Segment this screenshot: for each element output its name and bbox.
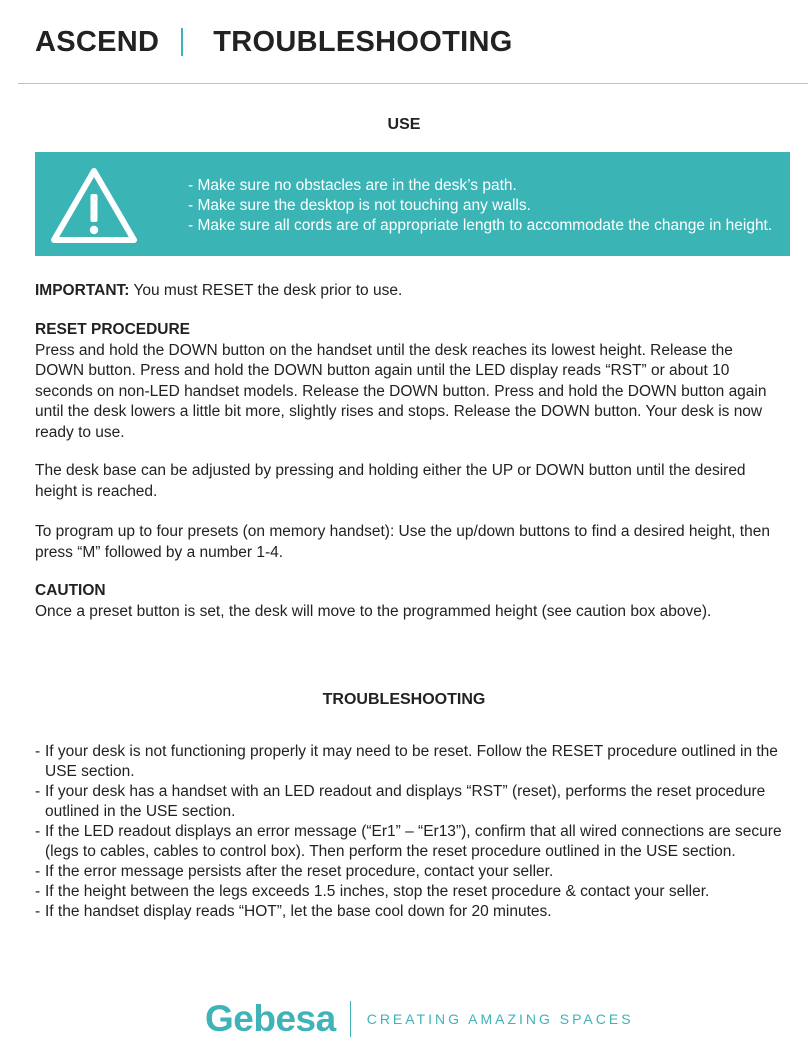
caution-item: - Make sure all cords are of appropriate length to accommodate the change in height. [188, 217, 773, 234]
footer-divider [350, 1001, 351, 1037]
reset-text: Press and hold the DOWN button on the handset until the desk reaches its lowest height. Release the DOWN button. Press and hold the DOWN button again until the LED display reads “RST” or about 10 seconds on non-LED handset models. Release the DOWN button. Press and hold the DOWN button again until the desk lowers a little bit more, slightly rises and stops. Release the DOWN button. Your desk is now ready to use. [35, 341, 767, 441]
warning-triangle-icon [49, 165, 139, 245]
caution-text: Once a preset button is set, the desk will move to the programmed height (see caution box above). [35, 602, 712, 620]
important-label: IMPORTANT: [35, 282, 130, 299]
page-header [35, 22, 513, 62]
preset-paragraph [35, 522, 785, 563]
footer [205, 996, 634, 1042]
caution-section [35, 581, 785, 622]
list-item: - If the error message persists after the reset procedure, contact your seller. [35, 862, 795, 882]
header-rule [18, 83, 808, 84]
adjust-text: The desk base can be adjusted by pressing and holding either the UP or DOWN button until the desired height is reached. [35, 462, 746, 500]
preset-text: To program up to four presets (on memory handset): Use the up/down buttons to find a desired height, then press “M” followed by a number 1-4. [35, 523, 770, 561]
tagline: CREATING AMAZING SPACES [366, 1011, 634, 1027]
page-title: TROUBLESHOOTING [213, 25, 513, 58]
caution-list [188, 176, 772, 236]
troubleshooting-section-title: TROUBLESHOOTING [322, 691, 486, 708]
caution-item: - Make sure no obstacles are in the desk’s path. [188, 177, 517, 194]
important-text: You must RESET the desk prior to use. [129, 282, 403, 299]
list-item: - If the handset display reads “HOT”, let the base cool down for 20 minutes. [35, 902, 795, 922]
caution-heading: CAUTION [35, 582, 106, 599]
reset-procedure [35, 320, 785, 443]
use-section-title: USE [387, 116, 421, 133]
adjust-paragraph [35, 461, 785, 502]
reset-heading: RESET PROCEDURE [35, 321, 191, 338]
important-note [35, 281, 785, 302]
troubleshooting-list [35, 742, 795, 922]
caution-box [35, 152, 790, 256]
list-item: - If your desk is not functioning properly it may need to be reset. Follow the RESET procedure outlined in the USE section. [35, 742, 795, 782]
list-item: - If the LED readout displays an error message (“Er1” – “Er13”), confirm that all wired connections are secure (legs to cables, cables to control box). Then perform the reset procedure outlined in the USE section. [35, 822, 795, 862]
header-divider [181, 28, 183, 56]
product-name: ASCEND [35, 25, 160, 58]
caution-item: - Make sure the desktop is not touching any walls. [188, 197, 531, 214]
gebesa-logo: Gebesa [205, 998, 336, 1039]
list-item: - If your desk has a handset with an LED readout and displays “RST” (reset), performs the reset procedure outlined in the USE section. [35, 782, 795, 822]
list-item: - If the height between the legs exceeds 1.5 inches, stop the reset procedure & contact your seller. [35, 882, 795, 902]
